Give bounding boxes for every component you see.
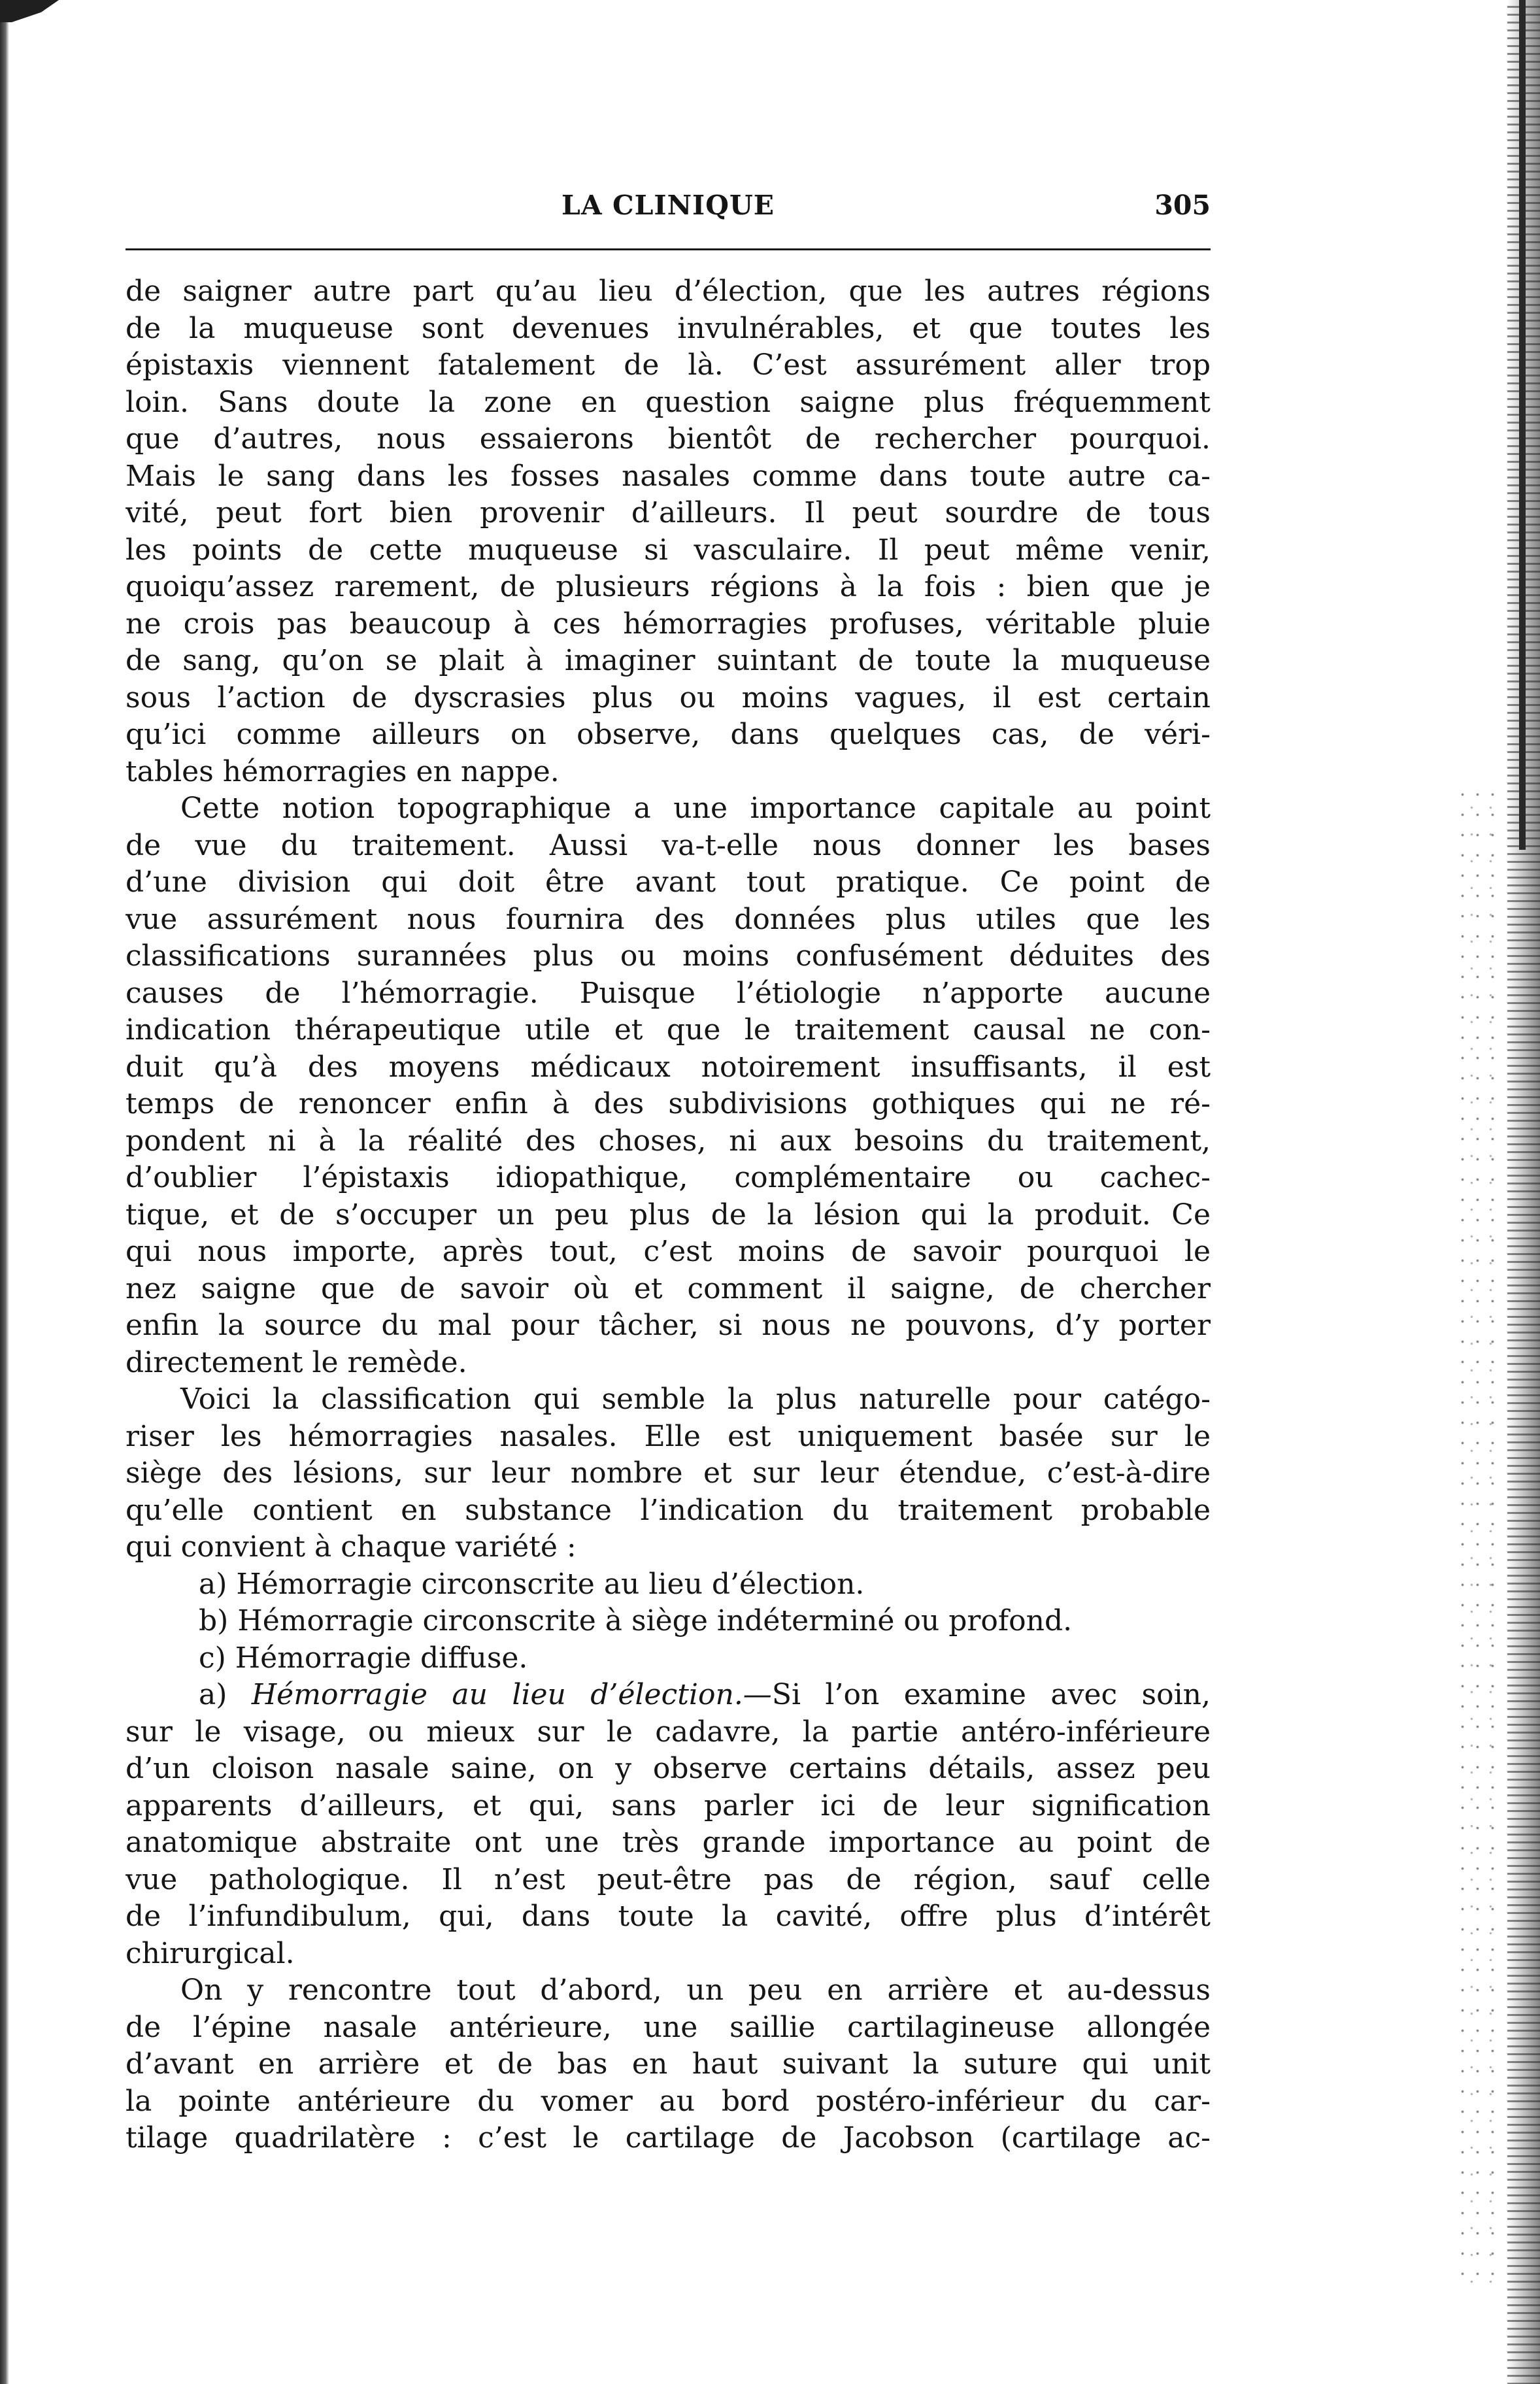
- scan-corner-artifact: [0, 0, 59, 22]
- text-line: tables hémorragies en nappe.: [126, 754, 560, 788]
- text-line: sous l’action de dyscrasies plus ou moins vagues, il est certain: [126, 680, 1211, 714]
- page-number: 305: [1154, 190, 1211, 221]
- page-body: [126, 273, 1211, 2157]
- text-line: qu’elle contient en substance l’indication du traitement probable: [126, 1493, 1211, 1527]
- text-line: riser les hémorragies nasales. Elle est uniquement basée sur le: [126, 1419, 1211, 1453]
- text-line: qui convient à chaque variété :: [126, 1530, 577, 1564]
- text-line: les points de cette muqueuse si vasculaire. Il peut même venir,: [126, 533, 1211, 567]
- text-line: sur le visage, ou mieux sur le cadavre, la partie antéro-inférieure: [126, 1715, 1211, 1749]
- text-line: chirurgical.: [126, 1936, 295, 1970]
- text-line: d’une division qui doit être avant tout pratique. Ce point de: [126, 865, 1211, 899]
- text-line: indication thérapeutique utile et que le traitement causal ne con-: [126, 1013, 1211, 1047]
- text-line: Cette notion topographique a une importance capitale au point: [180, 792, 1211, 825]
- text-line: que d’autres, nous essaierons bientôt de rechercher pourquoi.: [126, 422, 1211, 456]
- text-line: la pointe antérieure du vomer au bord postéro-inférieur du car-: [126, 2084, 1211, 2118]
- text-line: d’avant en arrière et de bas en haut suivant la suture qui unit: [126, 2047, 1211, 2081]
- text-line: qu’ici comme ailleurs on observe, dans quelques cas, de véri-: [126, 718, 1211, 751]
- text-line: de l’infundibulum, qui, dans toute la cavité, offre plus d’intérêt: [126, 1900, 1211, 1933]
- text-line: siège des lésions, sur leur nombre et sur leur étendue, c’est-à-dire: [126, 1456, 1211, 1490]
- text-line: loin. Sans doute la zone en question saigne plus fréquemment: [126, 385, 1211, 419]
- text-line: de l’épine nasale antérieure, une saillie cartilagineuse allongée: [126, 2010, 1211, 2044]
- text-line: tilage quadrilatère : c’est le cartilage de Jacobson (cartilage ac-: [126, 2121, 1211, 2155]
- text-line: de sang, qu’on se plait à imaginer suintant de toute la muqueuse: [126, 644, 1211, 677]
- text-line: duit qu’à des moyens médicaux notoirement insuffisants, il est: [126, 1050, 1211, 1084]
- scan-right-edge-bar: [1519, 0, 1526, 850]
- text-line: nez saigne que de savoir où et comment il saigne, de chercher: [126, 1271, 1211, 1305]
- text-line: classifications surannées plus ou moins confusément déduites des: [126, 939, 1211, 973]
- text-line: directement le remède.: [126, 1345, 467, 1379]
- text-line: d’oublier l’épistaxis idiopathique, complémentaire ou cachec-: [126, 1161, 1211, 1194]
- text-line: ne crois pas beaucoup à ces hémorragies profuses, véritable pluie: [126, 607, 1211, 641]
- text-line: tique, et de s’occuper un peu plus de la lésion qui la produit. Ce: [126, 1198, 1211, 1232]
- text-line: temps de renoncer enfin à des subdivisions gothiques qui ne ré-: [126, 1087, 1211, 1120]
- text-line: On y rencontre tout d’abord, un peu en arrière et au-dessus: [180, 1973, 1211, 2007]
- text-line: qui nous importe, après tout, c’est moins de savoir pourquoi le: [126, 1235, 1211, 1268]
- section-heading-line: [126, 1677, 1211, 1714]
- text-line: apparents d’ailleurs, et qui, sans parler ici de leur signification: [126, 1788, 1211, 1822]
- text-line: pondent ni à la réalité des choses, ni aux besoins du traitement,: [126, 1124, 1211, 1158]
- text-line: quoiqu’assez rarement, de plusieurs régions à la fois : bien que je: [126, 570, 1211, 603]
- text-line: anatomique abstraite ont une très grande importance au point de: [126, 1826, 1211, 1859]
- list-item: a) Hémorragie circonscrite au lieu d’élection.: [199, 1567, 865, 1601]
- text-line: Si l’on examine avec soin,: [771, 1678, 1211, 1711]
- text-line: d’un cloison nasale saine, on y observe certains détails, assez peu: [126, 1752, 1211, 1785]
- text-line: vité, peut fort bien provenir d’ailleurs. Il peut sourdre de tous: [126, 496, 1211, 529]
- text-line: de vue du traitement. Aussi va-t-elle nous donner les bases: [126, 828, 1211, 862]
- text-line: épistaxis viennent fatalement de là. C’est assurément aller trop: [126, 348, 1211, 382]
- text-line: vue pathologique. Il n’est peut-être pas de région, sauf celle: [126, 1862, 1211, 1896]
- text-line: de la muqueuse sont devenues invulnérables, et que toutes les: [126, 311, 1211, 345]
- text-line: Mais le sang dans les fosses nasales comme dans toute autre ca-: [126, 459, 1211, 493]
- list-item: c) Hémorragie diffuse.: [199, 1641, 528, 1675]
- text-line: vue assurément nous fournira des données plus utiles que les: [126, 902, 1211, 936]
- header-rule: [126, 248, 1211, 250]
- text-line: de saigner autre part qu’au lieu d’élection, que les autres régions: [126, 275, 1211, 308]
- text-line: causes de l’hémorragie. Puisque l’étiologie n’apporte aucune: [126, 976, 1211, 1010]
- scan-speckle: [1455, 784, 1501, 2288]
- scan-left-edge: [0, 0, 9, 2384]
- section-heading-label: a): [199, 1678, 227, 1711]
- section-heading-title: Hémorragie au lieu d’élection.—: [251, 1678, 772, 1711]
- text-line: Voici la classification qui semble la plus naturelle pour catégo-: [180, 1383, 1211, 1416]
- text-line: enfin la source du mal pour tâcher, si nous ne pouvons, d’y porter: [126, 1309, 1211, 1342]
- running-title: LA CLINIQUE: [561, 190, 775, 221]
- page-header: [126, 190, 1211, 229]
- list-item: b) Hémorragie circonscrite à siège indéterminé ou profond.: [199, 1604, 1073, 1637]
